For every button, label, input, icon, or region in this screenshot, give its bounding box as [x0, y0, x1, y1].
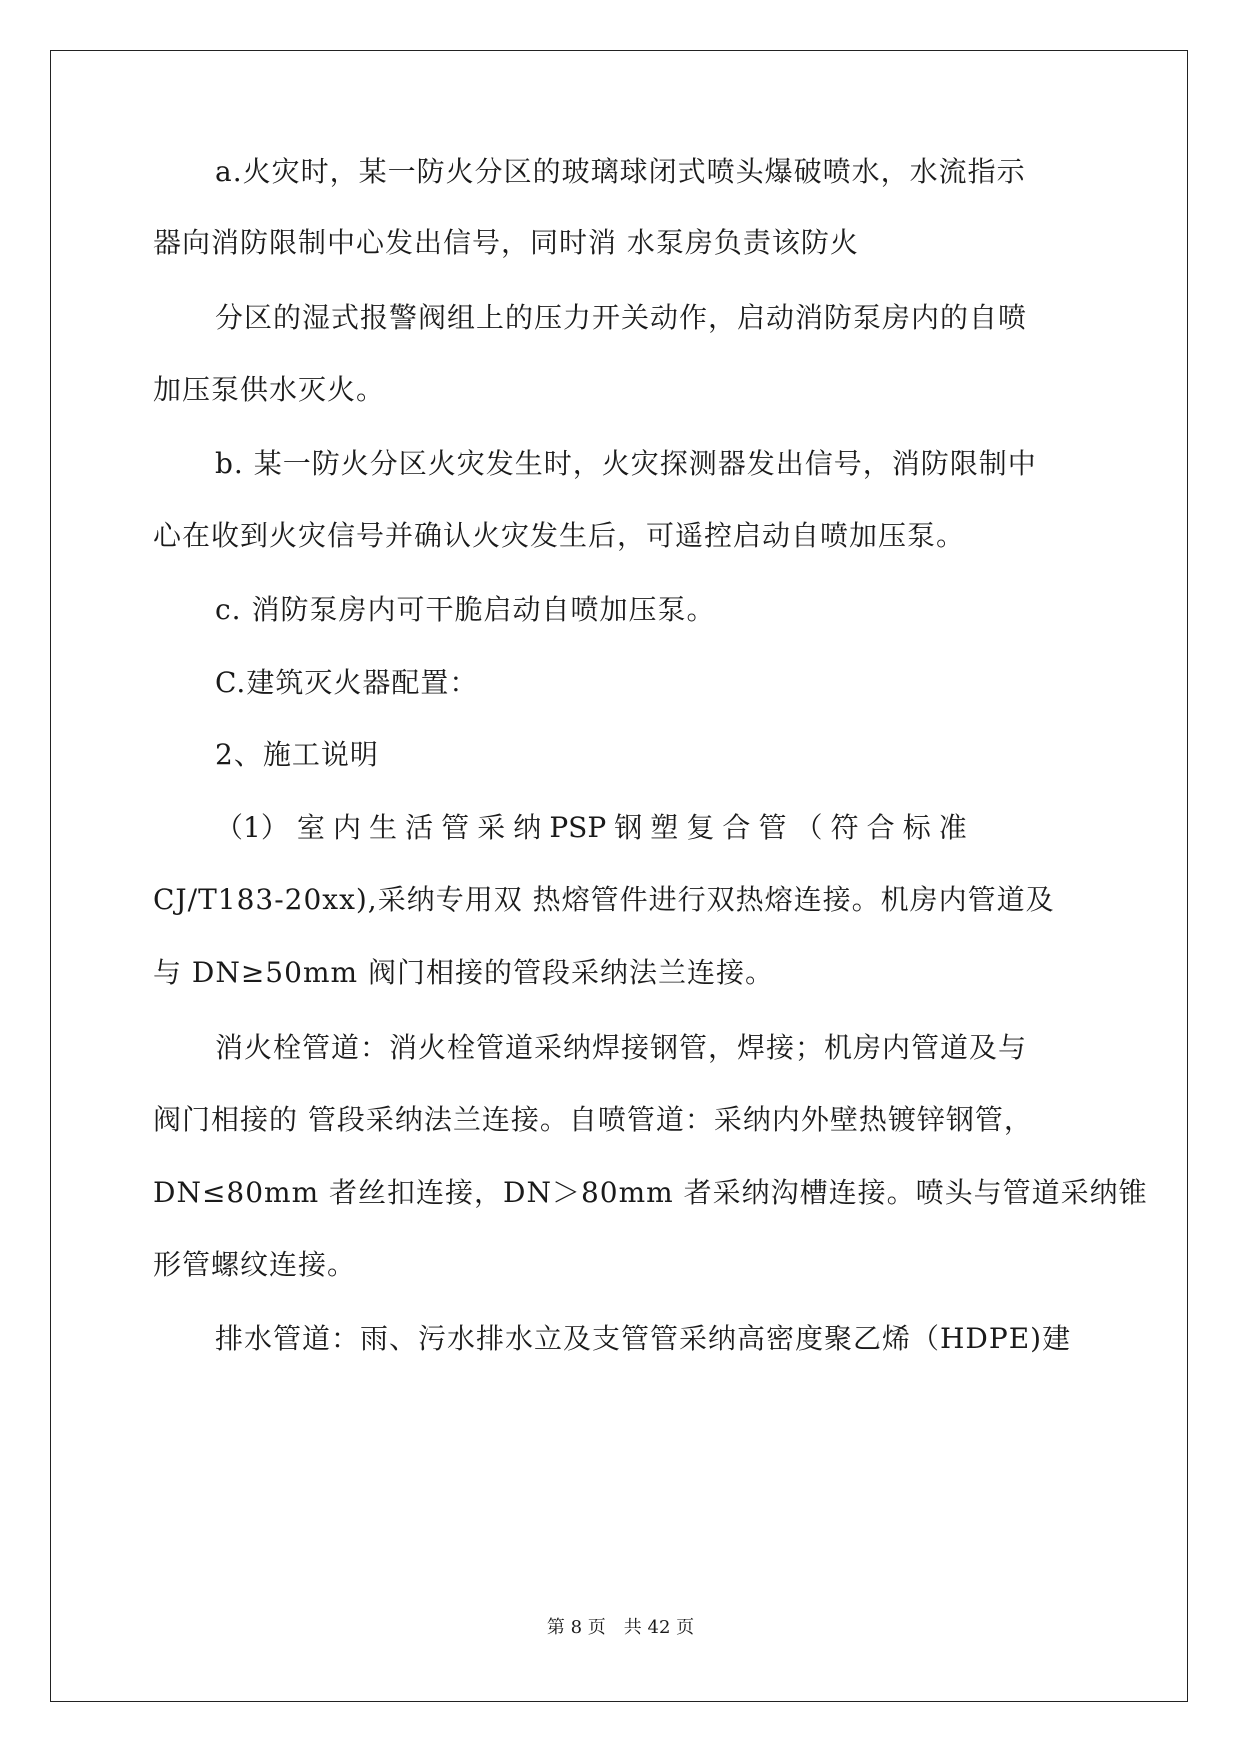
paragraph-line-12: 与 DN≥50mm 阀门相接的管段采纳法兰连接。	[153, 956, 774, 989]
page-number-footer: 第 8 页 共 42 页	[546, 1617, 695, 1638]
paragraph-line-6: 心在收到火灾信号并确认火灾发生后，可遥控启动自喷加压泵。	[153, 519, 966, 552]
spread-part: （1）	[215, 811, 289, 844]
spread-part: 管	[441, 811, 470, 844]
spread-part: 合	[866, 811, 895, 844]
paragraph-line-17: 排水管道：雨、污水排水立及支管管采纳高密度聚乙烯（HDPE)建	[215, 1322, 1072, 1355]
paragraph-line-16: 形管螺纹连接。	[153, 1248, 357, 1281]
section-heading: 2、施工说明	[215, 738, 379, 771]
spread-part: PSP	[549, 811, 607, 844]
spread-part: 生	[369, 811, 398, 844]
spread-part: 符	[830, 811, 859, 844]
page-border	[50, 50, 1188, 1702]
spread-part: （	[794, 811, 823, 844]
spread-part: 管	[758, 811, 787, 844]
paragraph-line-1: a.火灾时，某一防火分区的玻璃球闭式喷头爆破喷水，水流指示	[215, 155, 1026, 188]
paragraph-line-3: 分区的湿式报警阀组上的压力开关动作，启动消防泵房内的自喷	[215, 301, 1028, 334]
spread-part: 采	[477, 811, 506, 844]
paragraph-line-10	[215, 812, 967, 844]
paragraph-line-11: CJ/T183-20xx),采纳专用双 热熔管件进行双热熔连接。机房内管道及	[153, 883, 1055, 916]
paragraph-line-14: 阀门相接的 管段采纳法兰连接。自喷管道：采纳内外壁热镀锌钢管，	[153, 1103, 1033, 1136]
paragraph-line-4: 加压泵供水灭火。	[153, 373, 386, 406]
paragraph-line-8: C.建筑灭火器配置：	[215, 666, 479, 699]
paragraph-line-15: DN≤80mm 者丝扣连接，DN＞80mm 者采纳沟槽连接。喷头与管道采纳锥	[153, 1176, 1148, 1209]
paragraph-line-5: b. 某一防火分区火灾发生时，火灾探测器发出信号，消防限制中	[215, 447, 1037, 480]
spread-part: 标	[902, 811, 931, 844]
paragraph-line-7: c. 消防泵房内可干脆启动自喷加压泵。	[215, 593, 716, 626]
spread-part: 内	[332, 811, 361, 844]
paragraph-line-2: 器向消防限制中心发出信号，同时消 水泵房负责该防火	[153, 226, 859, 259]
spread-part: 纳	[513, 811, 542, 844]
spread-part: 合	[722, 811, 751, 844]
spread-part: 室	[296, 811, 325, 844]
spread-part: 复	[686, 811, 715, 844]
paragraph-line-13: 消火栓管道：消火栓管道采纳焊接钢管，焊接；机房内管道及与	[215, 1031, 1028, 1064]
spread-part: 塑	[650, 811, 679, 844]
spread-part: 活	[405, 811, 434, 844]
spread-part: 准	[938, 811, 967, 844]
spread-part: 钢	[614, 811, 643, 844]
